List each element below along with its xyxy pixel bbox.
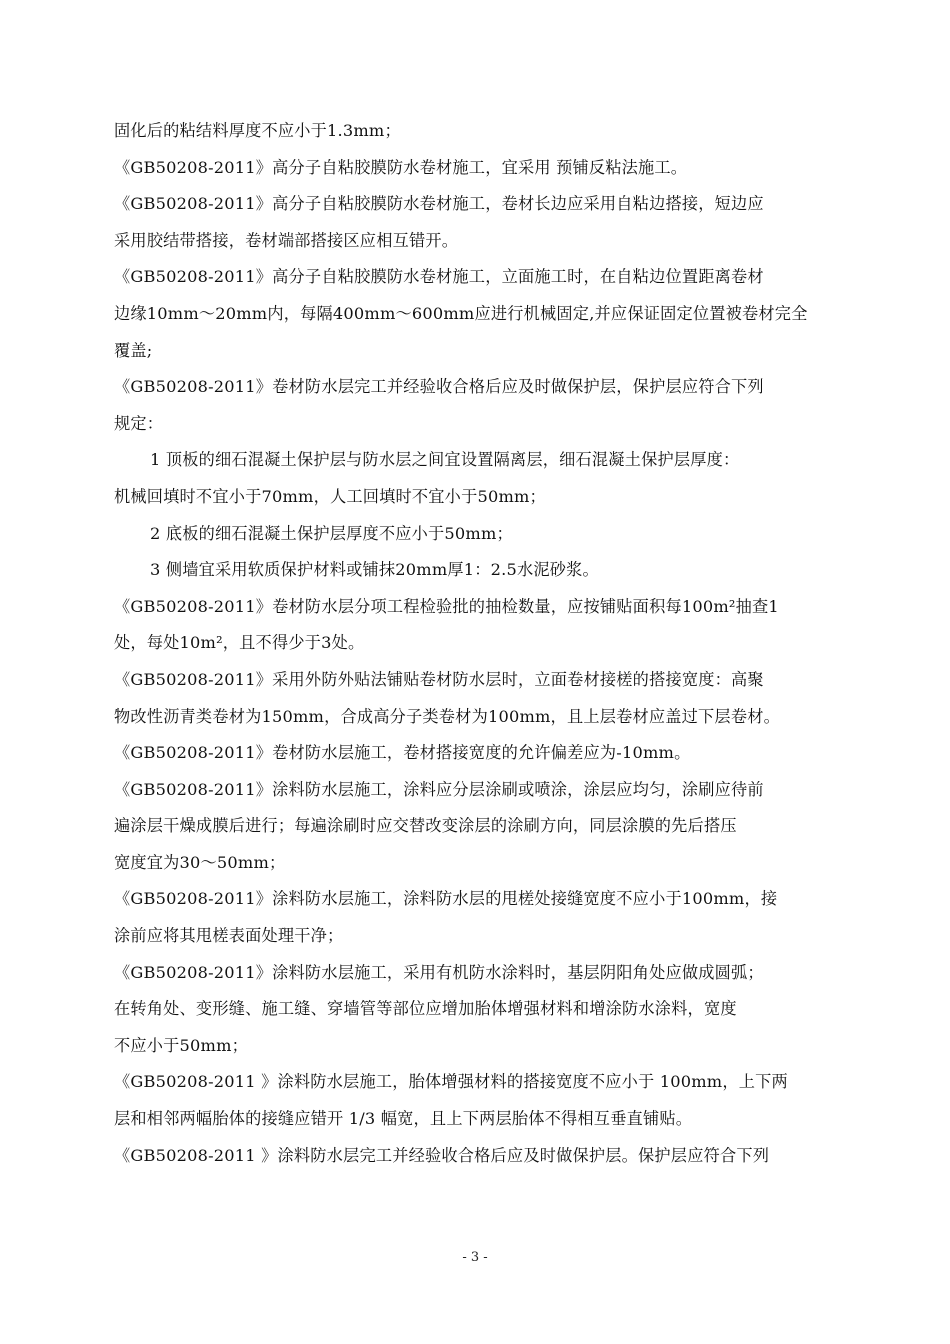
- text-line: 在转角处、变形缝、施工缝、穿墙管等部位应增加胎体增强材料和增涂防水涂料，宽度: [114, 999, 737, 1019]
- text-line: 《GB50208-2011 》涂料防水层施工，胎体增强材料的搭接宽度不应小于 100mm，上下两: [114, 1072, 788, 1092]
- text-line: 不应小于50mm；: [114, 1035, 249, 1055]
- text-line: 2 底板的细石混凝土保护层厚度不应小于50mm；: [150, 523, 513, 543]
- text-line: 宽度宜为30～50mm；: [114, 852, 286, 872]
- text-line: 采用胶结带搭接，卷材端部搭接区应相互错开。: [114, 230, 459, 250]
- text-line: 规定：: [114, 413, 164, 433]
- text-line: 《GB50208-2011》采用外防外贴法铺贴卷材防水层时，立面卷材接槎的搭接宽度：高聚: [114, 669, 764, 689]
- text-line: 《GB50208-2011》涂料防水层施工，涂料应分层涂刷或喷涂，涂层应均匀，涂刷应待前: [114, 779, 764, 799]
- text-line: 涂前应将其甩槎表面处理干净；: [114, 926, 344, 946]
- text-line: 固化后的粘结料厚度不应小于1.3mm；: [114, 121, 401, 140]
- text-line: 物改性沥青类卷材为150mm，合成高分子类卷材为100mm，且上层卷材应盖过下层卷材。: [114, 706, 780, 726]
- text-line: 《GB50208-2011》卷材防水层分项工程检验批的抽检数量，应按铺贴面积每100m²抽查1: [114, 596, 779, 616]
- text-line: 《GB50208-2011》卷材防水层完工并经验收合格后应及时做保护层，保护层应符合下列: [114, 377, 764, 397]
- text-line: 3 侧墙宜采用软质保护材料或铺抹20mm厚1：2.5水泥砂浆。: [150, 560, 599, 580]
- text-line: 处，每处10m²，且不得少于3处。: [114, 633, 365, 653]
- text-line: 《GB50208-2011 》涂料防水层完工并经验收合格后应及时做保护层。保护层应符合下列: [114, 1145, 770, 1165]
- text-line: 1 顶板的细石混凝土保护层与防水层之间宜设置隔离层，细石混凝土保护层厚度：: [150, 450, 740, 470]
- text-line: 《GB50208-2011》涂料防水层施工，采用有机防水涂料时，基层阴阳角处应做成圆弧；: [114, 962, 764, 982]
- text-line: 《GB50208-2011》卷材防水层施工，卷材搭接宽度的允许偏差应为-10mm。: [114, 743, 691, 763]
- text-line: 层和相邻两幅胎体的接缝应错开 1/3 幅宽，且上下两层胎体不得相互垂直铺贴。: [114, 1109, 693, 1129]
- text-line: 遍涂层干燥成膜后进行；每遍涂刷时应交替改变涂层的涂刷方向，同层涂膜的先后搭压: [114, 816, 737, 836]
- page-number: - 3 -: [462, 1250, 488, 1265]
- text-line: 《GB50208-2011》高分子自粘胶膜防水卷材施工，立面施工时，在自粘边位置距离卷材: [114, 267, 764, 287]
- text-line: 《GB50208-2011》高分子自粘胶膜防水卷材施工，卷材长边应采用自粘边搭接，短边应: [114, 194, 764, 214]
- text-line: 《GB50208-2011》涂料防水层施工，涂料防水层的甩槎处接缝宽度不应小于100mm，接: [114, 889, 778, 909]
- text-line: 《GB50208-2011》高分子自粘胶膜防水卷材施工，宜采用 预铺反粘法施工。: [114, 157, 688, 177]
- text-line: 边缘10mm～20mm内，每隔400mm～600mm应进行机械固定,并应保证固定位置被卷材完全: [114, 303, 808, 323]
- text-line: 机械回填时不宜小于70mm，人工回填时不宜小于50mm；: [114, 486, 546, 506]
- document-body: [114, 113, 838, 1174]
- text-line: 覆盖;: [114, 340, 153, 360]
